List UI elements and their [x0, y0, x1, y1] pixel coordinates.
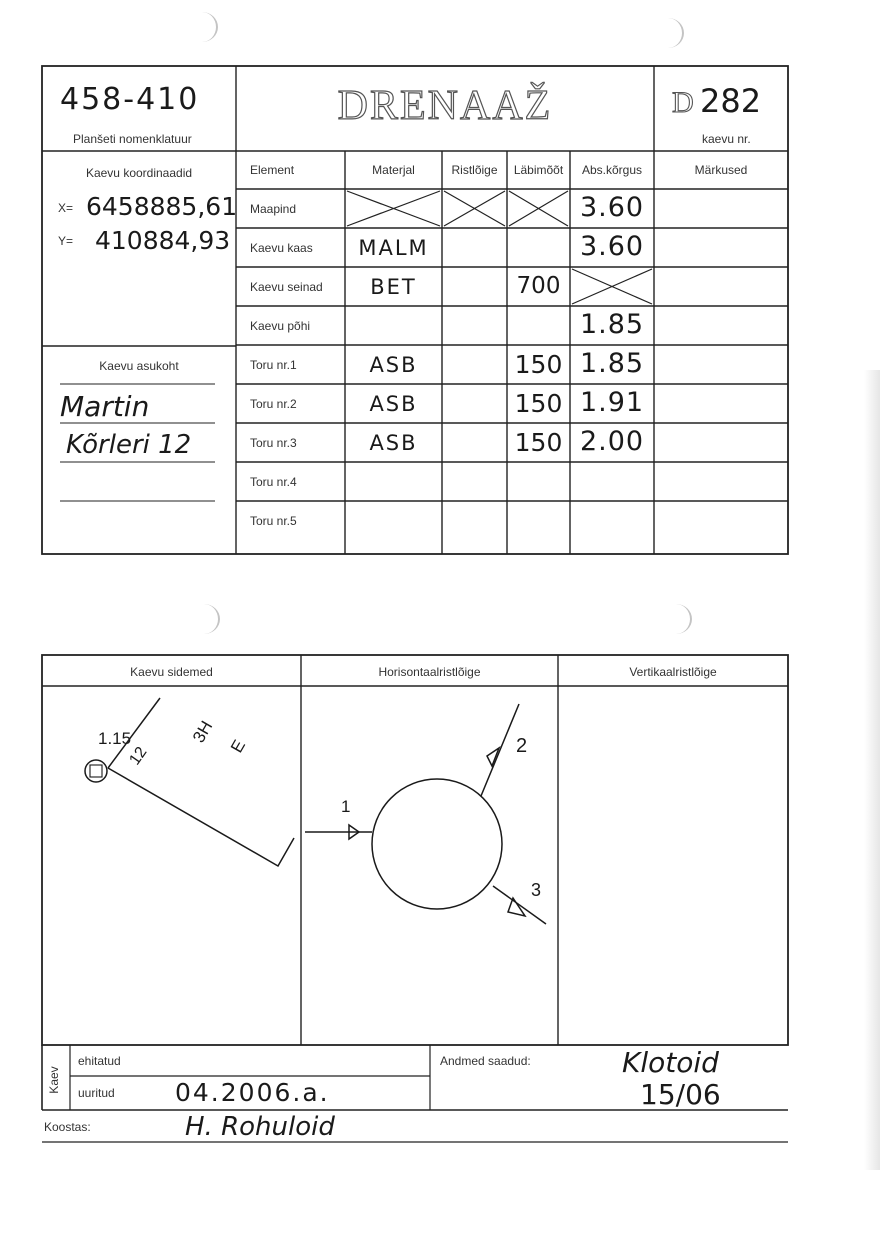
nomenclature-label: Planšeti nomenklatuur — [73, 132, 192, 146]
connection-note: 3H — [189, 717, 217, 746]
col-header-notes: Märkused — [694, 163, 748, 177]
connection-note: 12 — [126, 743, 151, 769]
well-number-value: 282 — [700, 82, 762, 120]
scan-edge — [864, 370, 880, 1170]
y-coordinate-value: 410884,93 — [95, 226, 231, 255]
abs-height-cell: 1.91 — [579, 387, 645, 418]
well-symbol — [85, 760, 107, 782]
pipe-label: 3 — [531, 880, 542, 900]
material-cell: BET — [370, 275, 417, 299]
row-element-label: Toru nr.1 — [250, 358, 297, 372]
material-cell: ASB — [369, 431, 418, 455]
diameter-cell: 150 — [514, 428, 563, 457]
abs-height-cell: 3.60 — [579, 192, 645, 223]
connection-note: E — [227, 736, 250, 756]
col-header-material: Materjal — [372, 163, 415, 177]
col-header-diameter: Läbimõõt — [513, 163, 564, 177]
row-element-label: Toru nr.4 — [250, 475, 297, 489]
coordinates-label: Kaevu koordinaadid — [85, 166, 193, 180]
row-element-label: Kaevu põhi — [250, 319, 311, 333]
compiled-by-label: Koostas: — [44, 1120, 91, 1134]
pipe-label: 1 — [341, 797, 351, 816]
location-line-1: Martin — [60, 390, 150, 423]
measurement-line — [108, 768, 294, 866]
horizontal-section-label: Horisontaalristlõige — [378, 665, 481, 679]
x-coordinate-label: X= — [58, 201, 74, 215]
col-header-element: Element — [250, 163, 295, 177]
vertical-section-label: Vertikaalristlõige — [629, 665, 717, 679]
col-header-abs-height: Abs.kõrgus — [581, 163, 643, 177]
footer-side-label: Kaev — [47, 1066, 61, 1094]
x-coordinate-value: 6458885,61 — [86, 192, 238, 221]
form-title: DRENAAŽ — [337, 83, 553, 129]
pipe-label: 2 — [516, 735, 528, 757]
diameter-cell: 700 — [516, 273, 561, 299]
row-element-label: Kaevu kaas — [250, 241, 313, 255]
well-number-prefix: D — [672, 86, 694, 119]
horizontal-section-sketch — [301, 686, 558, 1045]
connections-label: Kaevu sidemed — [130, 665, 213, 679]
connection-note: 1.15 — [98, 729, 132, 748]
nomenclature-value: 458-410 — [60, 82, 200, 117]
y-coordinate-label: Y= — [58, 234, 74, 248]
data-received-source: Klotoid — [622, 1046, 719, 1079]
location-line-2: Kõrleri 12 — [66, 430, 192, 460]
diameter-cell: 150 — [514, 389, 563, 418]
well-number-label: kaevu nr. — [702, 132, 751, 146]
surveyed-value: 04.2006.a. — [175, 1078, 330, 1107]
material-cell: ASB — [369, 392, 418, 416]
pipe-2-line — [481, 704, 519, 796]
abs-height-cell: 3.60 — [579, 231, 645, 262]
abs-height-cell: 2.00 — [579, 426, 645, 457]
material-cell: ASB — [369, 353, 418, 377]
abs-height-cell: 1.85 — [579, 309, 645, 340]
row-element-label: Toru nr.3 — [250, 436, 297, 450]
connections-sketch — [42, 686, 301, 1045]
col-header-cross-section: Ristlõige — [451, 163, 498, 177]
abs-height-cell: 1.85 — [579, 348, 645, 379]
data-received-label: Andmed saadud: — [440, 1054, 531, 1068]
diameter-cell: 150 — [514, 350, 563, 379]
location-label: Kaevu asukoht — [99, 359, 179, 373]
compiled-by-value: H. Rohuloid — [185, 1112, 335, 1142]
material-cell: MALM — [358, 236, 429, 260]
well-circle — [372, 779, 502, 909]
surveyed-label: uuritud — [78, 1086, 115, 1100]
row-element-label: Kaevu seinad — [250, 280, 323, 294]
built-label: ehitatud — [78, 1054, 121, 1068]
row-element-label: Maapind — [250, 202, 297, 216]
row-element-label: Toru nr.2 — [250, 397, 297, 411]
data-received-date: 15/06 — [640, 1078, 721, 1111]
row-element-label: Toru nr.5 — [250, 514, 297, 528]
